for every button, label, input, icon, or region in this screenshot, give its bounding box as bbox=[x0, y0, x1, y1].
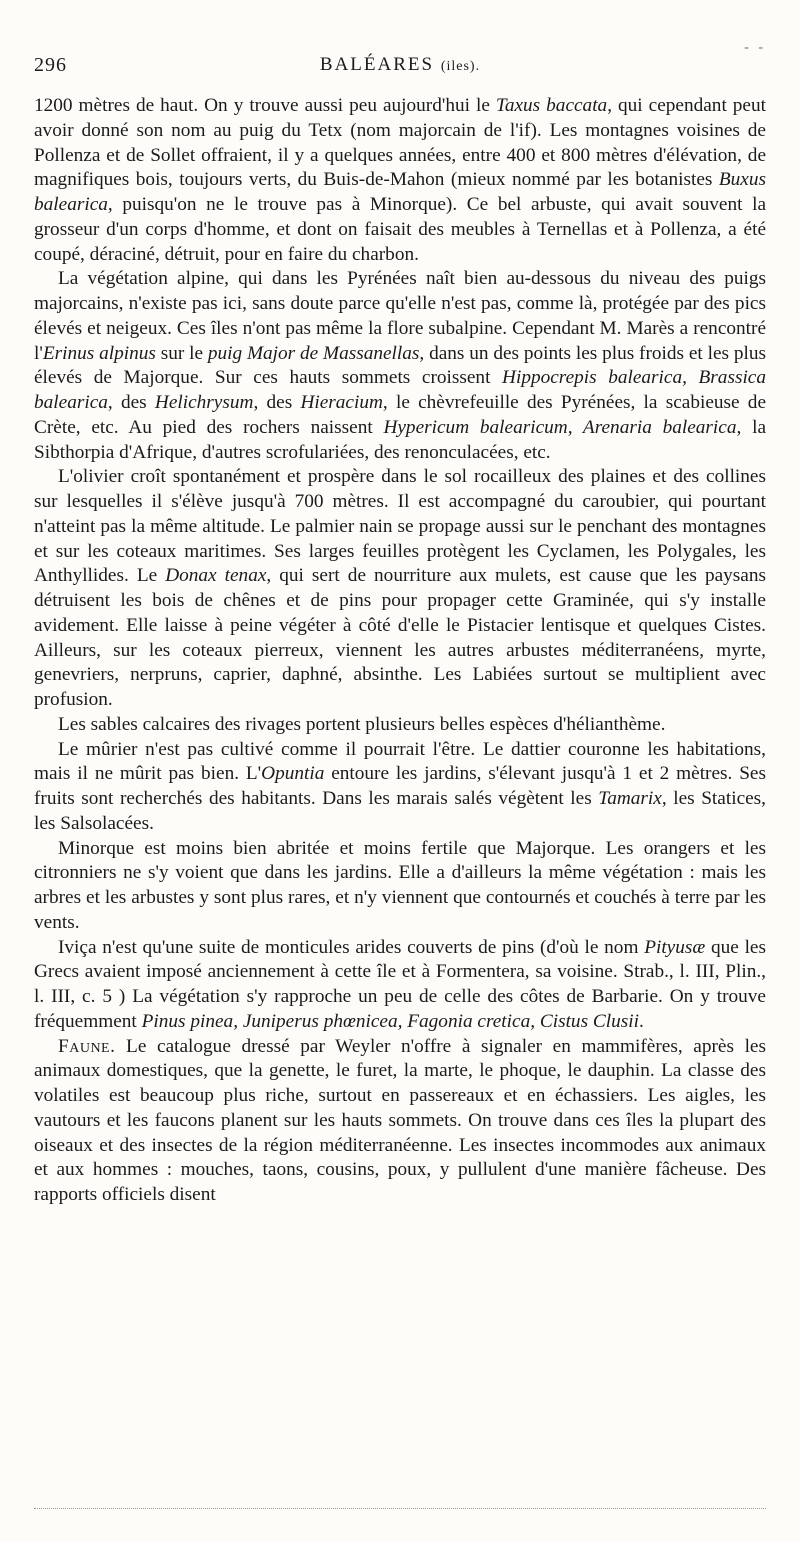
text-run: sur le bbox=[155, 342, 208, 364]
running-title bbox=[34, 54, 766, 76]
text-run: que les Grecs avaient imposé anciennement à cette île et à Formentera, sa voisine. Strab., l. III, Plin., l. III, c. 5 ) La végétation s'y rapproche un peu de celle des côtes de Barbarie. On y trouve fréquemment bbox=[34, 936, 766, 1032]
italic-text: Helichrysum bbox=[154, 392, 254, 413]
text-run: , dans un des points les plus froids et les plus élevés de Majorque. Sur ces hauts sommets croissent bbox=[34, 342, 766, 389]
italic-text: Pinus pinea, Juniperus phœnicea, Fagonia cretica, Cistus Clusii bbox=[141, 1010, 639, 1032]
text-run: , des bbox=[107, 392, 155, 413]
italic-text: Taxus baccata bbox=[495, 95, 608, 116]
text-run: Le catalogue dressé par Weyler n'offre à signaler en mammifères, après les animaux domestiques, que la genette, le furet, la marte, le phoque, le dauphin. La classe des volatiles est beaucoup plus riche, surtout en passereaux et en échassiers. Les aigles, les vautours et les faucons planent sur les hauts sommets. On trouve dans ces îles la plupart des oiseaux et des insectes de la région méditerranéenne. Les insectes incommodes aux animaux et aux hommes : mouches, taons, cousins, poux, y pullulent d'une manière fâcheuse. Des rapports officiels disent bbox=[34, 1035, 766, 1205]
section-label: Faune. bbox=[58, 1035, 116, 1057]
text-run: L'olivier croît spontanément et prospère dans le sol rocailleux des plaines et des collines sur lesquelles il s'élève jusqu'à 700 mètres. Il est accompagné du caroubier, qui pourtant n'atteint pas la même altitude. Le palmier nain se propage aussi sur le penchant des montagnes et sur les coteaux maritimes. Ses larges feuilles protègent les Cyclamen, les Polygales, les Anthyllides. Le bbox=[34, 466, 766, 587]
italic-text: Erinus alpinus bbox=[42, 342, 156, 364]
text-run: , puisqu'on ne le trouve pas à Minorque). Ce bel arbuste, qui avait souvent la grosseur d'un corps d'homme, et dont on faisait des meubles à Ternellas et à Pollenza, a été coupé, déraciné, détruit, pour en faire du charbon. bbox=[34, 194, 766, 265]
paragraph bbox=[34, 94, 766, 267]
italic-text: puig Major de Massanellas bbox=[207, 342, 420, 364]
text-run: , qui sert de nourriture aux mulets, est cause que les paysans détruisent les bois de chênes et de pins pour propager cette Graminée, qui s'y installe avidement. Elle laisse à peine végéter à côté d'elle le Pistacier lentisque et quelques Cistes. Ailleurs, sur les coteaux pierreux, viennent les autres arbustes méditerranéens, myrte, genevriers, nerpruns, caprier, daphné, absinthe. Les Labiées surtout se multiplient avec profusion. bbox=[34, 565, 766, 710]
italic-text: Hieracium bbox=[300, 392, 383, 413]
italic-text: Hypericum balearicum, Arenaria balearica bbox=[383, 416, 737, 438]
paragraph bbox=[34, 1035, 766, 1208]
italic-text: Pityusæ bbox=[644, 936, 706, 958]
italic-text: Buxus balearica bbox=[34, 169, 766, 215]
paragraph bbox=[34, 465, 766, 713]
text-run: Iviça n'est qu'une suite de monticules arides couverts de pins (d'où le nom bbox=[58, 936, 645, 958]
paragraph bbox=[34, 738, 766, 837]
header-marks: - - bbox=[744, 40, 766, 55]
text-run: Les sables calcaires des rivages portent plusieurs belles espèces d'hélianthème. bbox=[58, 713, 666, 735]
paragraph bbox=[34, 936, 766, 1035]
italic-text: Tamarix bbox=[598, 788, 662, 809]
body-text bbox=[34, 94, 766, 1208]
paragraph bbox=[34, 713, 766, 738]
text-run: entoure les jardins, s'élevant jusqu'à 1 et 2 mètres. Ses fruits sont recherchés des habitants. Dans les marais salés végètent les bbox=[34, 763, 766, 809]
italic-text: Hippocrepis balearica, Brassica balearica bbox=[34, 367, 767, 413]
text-run: Minorque est moins bien abritée et moins fertile que Majorque. Les orangers et les citronniers ne s'y voient que dans les jardins. Elle a d'ailleurs la même végétation : mais les arbres et les arbustes y sont plus rares, et n'y viennent que contournés et couchés à terre par les vents. bbox=[34, 837, 766, 933]
text-run: , le chèvrefeuille des Pyrénées, la scabieuse de Crète, etc. Au pied des rochers naissent bbox=[34, 392, 767, 438]
italic-text: Donax tenax bbox=[165, 565, 267, 587]
text-run: . bbox=[638, 1010, 644, 1032]
text-run: La végétation alpine, qui dans les Pyrénées naît bien au-dessous du niveau des puigs majorcains, n'existe pas ici, sans doute parce qu'elle n'est pas, comme là, protégée par des pics élevés et neigeux. Ces îles n'ont pas même la flore subalpine. Cependant M. Marès a rencontré l' bbox=[34, 268, 766, 364]
running-title-sub: (iles). bbox=[440, 59, 481, 74]
page-number: 296 bbox=[34, 54, 67, 76]
running-title-main: BALÉARES bbox=[319, 54, 435, 75]
text-run: , les Statices, les Salsolacées. bbox=[34, 788, 767, 834]
page-header bbox=[34, 40, 766, 88]
paragraph bbox=[34, 267, 766, 465]
text-run: Le mûrier n'est pas cultivé comme il pourrait l'être. Le dattier couronne les habitations, mais il ne mûrit pas bien. L' bbox=[34, 738, 766, 785]
footer-rule bbox=[34, 1508, 766, 1509]
paragraph bbox=[34, 837, 766, 936]
text-run: , qui cependant peut avoir donné son nom au puig du Tetx (nom majorcain de l'if). Les montagnes voisines de Pollenza et de Sollet offraient, il y a quelques années, entre 400 et 800 mètres d'élévation, de magnifiques bois, toujours verts, du Buis-de-Mahon (mieux nommé par les botanistes bbox=[34, 95, 766, 191]
italic-text: Opuntia bbox=[261, 763, 325, 785]
text-run: , des bbox=[253, 392, 301, 413]
text-run: , la Sibthorpia d'Afrique, d'autres scrofulariées, des renonculacées, etc. bbox=[34, 416, 766, 463]
text-run: 1200 mètres de haut. On y trouve aussi peu aujourd'hui le bbox=[34, 95, 496, 116]
